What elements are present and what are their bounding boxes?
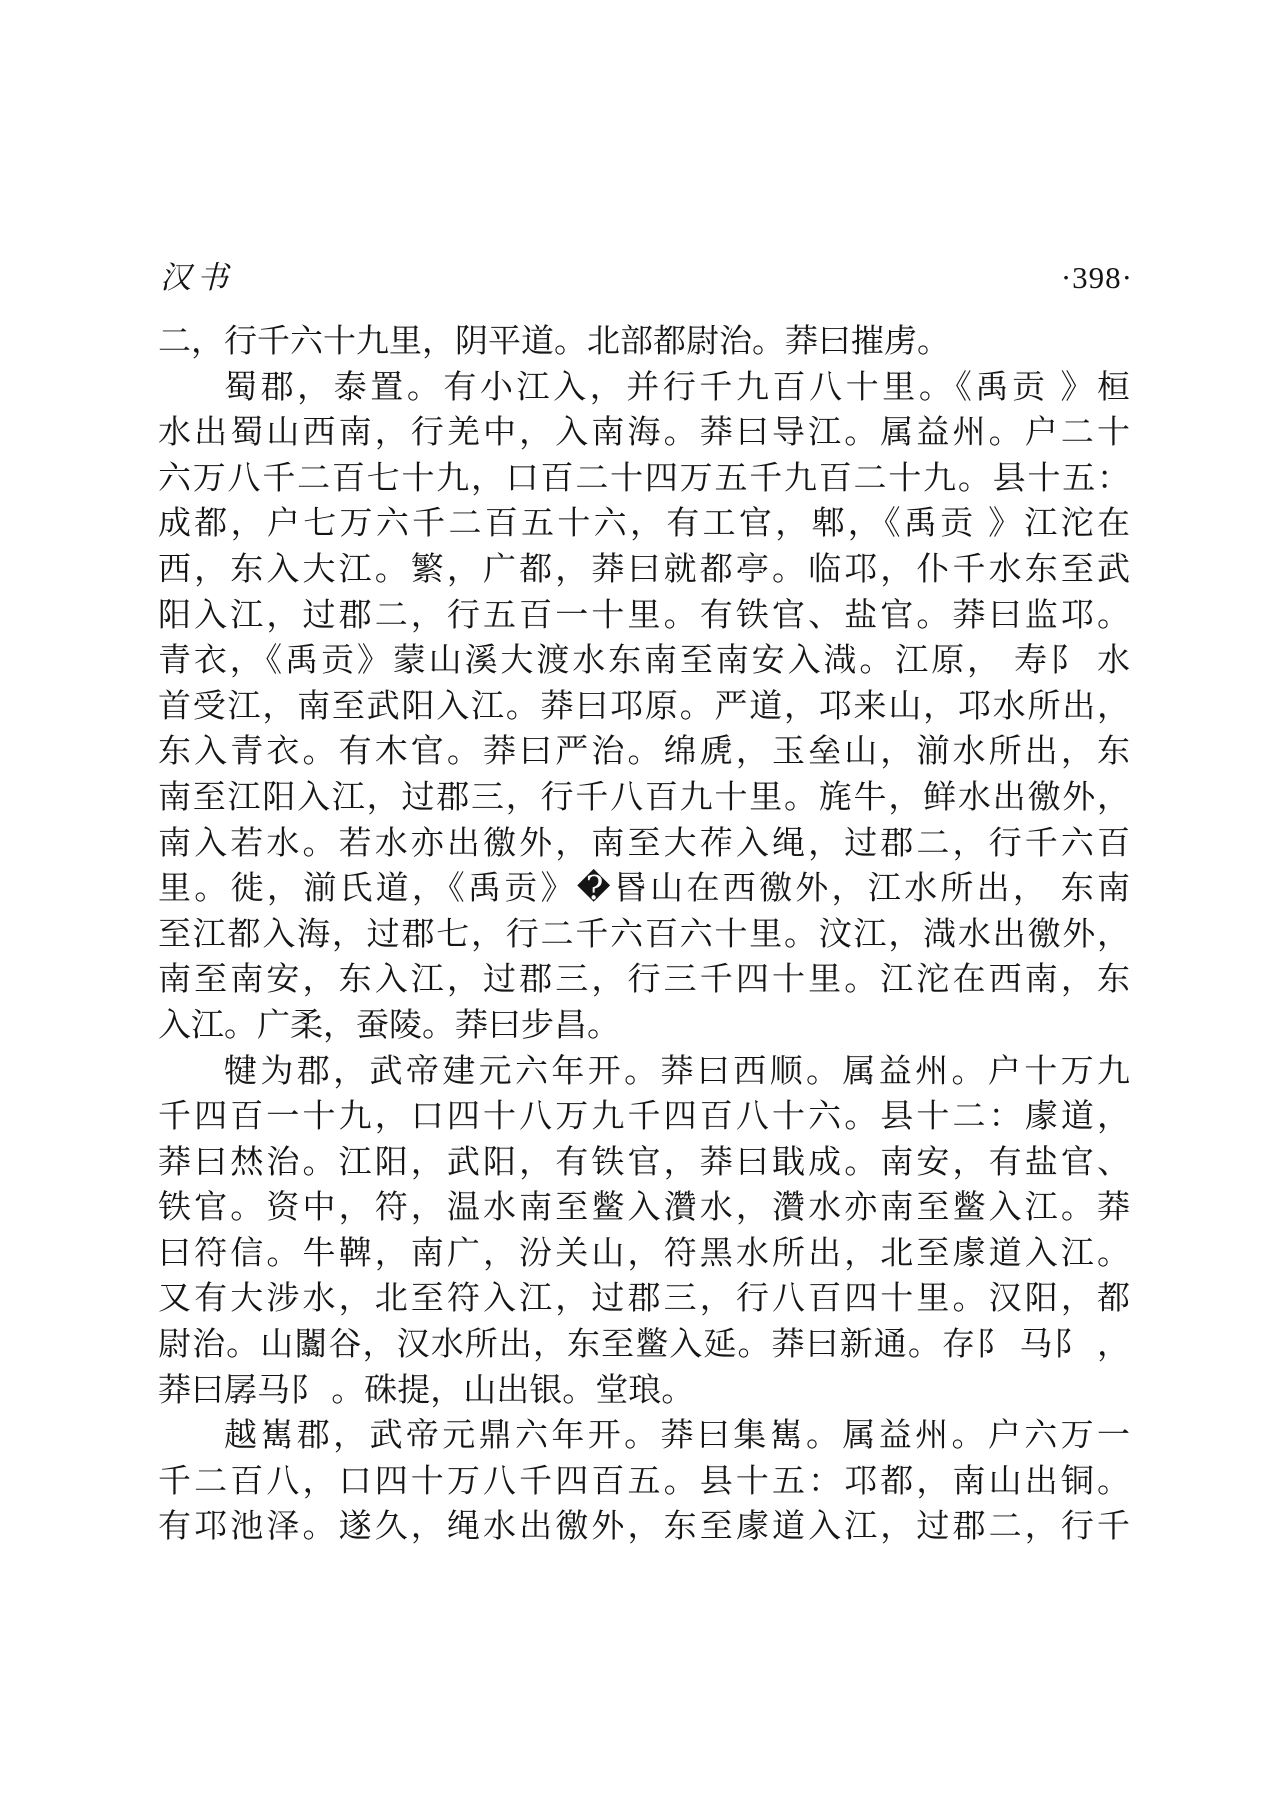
text-line: 南至江阳入江，过郡三，行千八百九十里。旄牛，鲜水出徼外， xyxy=(158,779,1130,816)
text-line: 有邛池泽。遂久，绳水出徼外，东至豦道入江，过郡二，行千 xyxy=(158,1509,1130,1546)
text-line: 首受江，南至武阳入江。莽曰邛原。严道，邛来山，邛水所出， xyxy=(158,688,1130,725)
text-line: 成都，户七万六千二百五十六，有工官，郫，《禹贡 》江沱在 xyxy=(158,506,1130,543)
text-line: 千二百八，口四十万八千四百五。县十五：邛都，南山出铜。 xyxy=(158,1463,1130,1500)
page-number: ·398· xyxy=(1060,260,1133,295)
text-line: 莽曰孱马阝 。硃提，山出银。堂琅。 xyxy=(158,1372,695,1409)
text-line: 东入青衣。有木官。莽曰严治。绵虒，玉垒山，湔水所出，东 xyxy=(158,734,1130,771)
text-line: 入江。广柔，蚕陵。莽曰步昌。 xyxy=(158,1007,620,1044)
text-line: 南入若水。若水亦出徼外，南至大莋入绳，过郡二，行千六百 xyxy=(158,825,1130,862)
text-line: 水出蜀山西南，行羌中，入南海。莽曰导江。属益州。户二十 xyxy=(158,415,1130,452)
text-line: 西，东入大江。繁，广都，莽曰就都亭。临邛，仆千水东至武 xyxy=(158,551,1130,588)
running-title: 汉书 xyxy=(160,260,234,295)
text-line: 莽曰㷊治。江阳，武阳，有铁官，莽曰戢成。南安，有盐官、 xyxy=(158,1144,1130,1181)
text-line: 铁官。资中，符，温水南至鳖入灒水，灒水亦南至鳖入江。莽 xyxy=(158,1190,1130,1227)
text-line: 至江都入海，过郡七，行二千六百六十里。汶江，渽水出徼外， xyxy=(158,916,1130,953)
text-line: 南至南安，东入江，过郡三，行三千四十里。江沱在西南，东 xyxy=(158,962,1130,999)
page-header xyxy=(160,252,1133,297)
body-text xyxy=(158,320,1130,1551)
text-line: 尉治。山闟谷，汉水所出，东至鳖入延。莽曰新通。存阝 马阝 ， xyxy=(158,1327,1130,1364)
text-line: 又有大涉水，北至符入江，过郡三，行八百四十里。汉阳，都 xyxy=(158,1281,1130,1318)
text-line: 阳入江，过郡二，行五百一十里。有铁官、盐官。莽曰监邛。 xyxy=(158,597,1130,634)
text-line: 六万八千二百七十九，口百二十四万五千九百二十九。县十五： xyxy=(158,460,1130,497)
text-line: 青衣，《禹贡》蒙山溪大渡水东南至南安入渽。江原， 寿阝 水 xyxy=(158,643,1130,680)
text-line: 越嶲郡，武帝元鼎六年开。莽曰集嶲。属益州。户六万一 xyxy=(224,1418,1130,1455)
text-line: 曰符信。牛鞞，南广，汾关山，符黑水所出，北至豦道入江。 xyxy=(158,1235,1130,1272)
text-line: 二，行千六十九里，阴平道。北部都尉治。莽曰摧虏。 xyxy=(158,324,950,360)
text-line: 蜀郡，泰置。有小江入，并行千九百八十里。《禹贡 》桓 xyxy=(224,369,1130,406)
text-line: 千四百一十九，口四十八万九千四百八十六。县十二：豦道， xyxy=(158,1099,1130,1136)
text-line: 犍为郡，武帝建元六年开。莽曰西顺。属益州。户十万九 xyxy=(224,1053,1130,1090)
text-line: 里。徙，湔氏道，《禹贡》�昬山在西徼外，江水所出， 东南 xyxy=(158,871,1130,908)
